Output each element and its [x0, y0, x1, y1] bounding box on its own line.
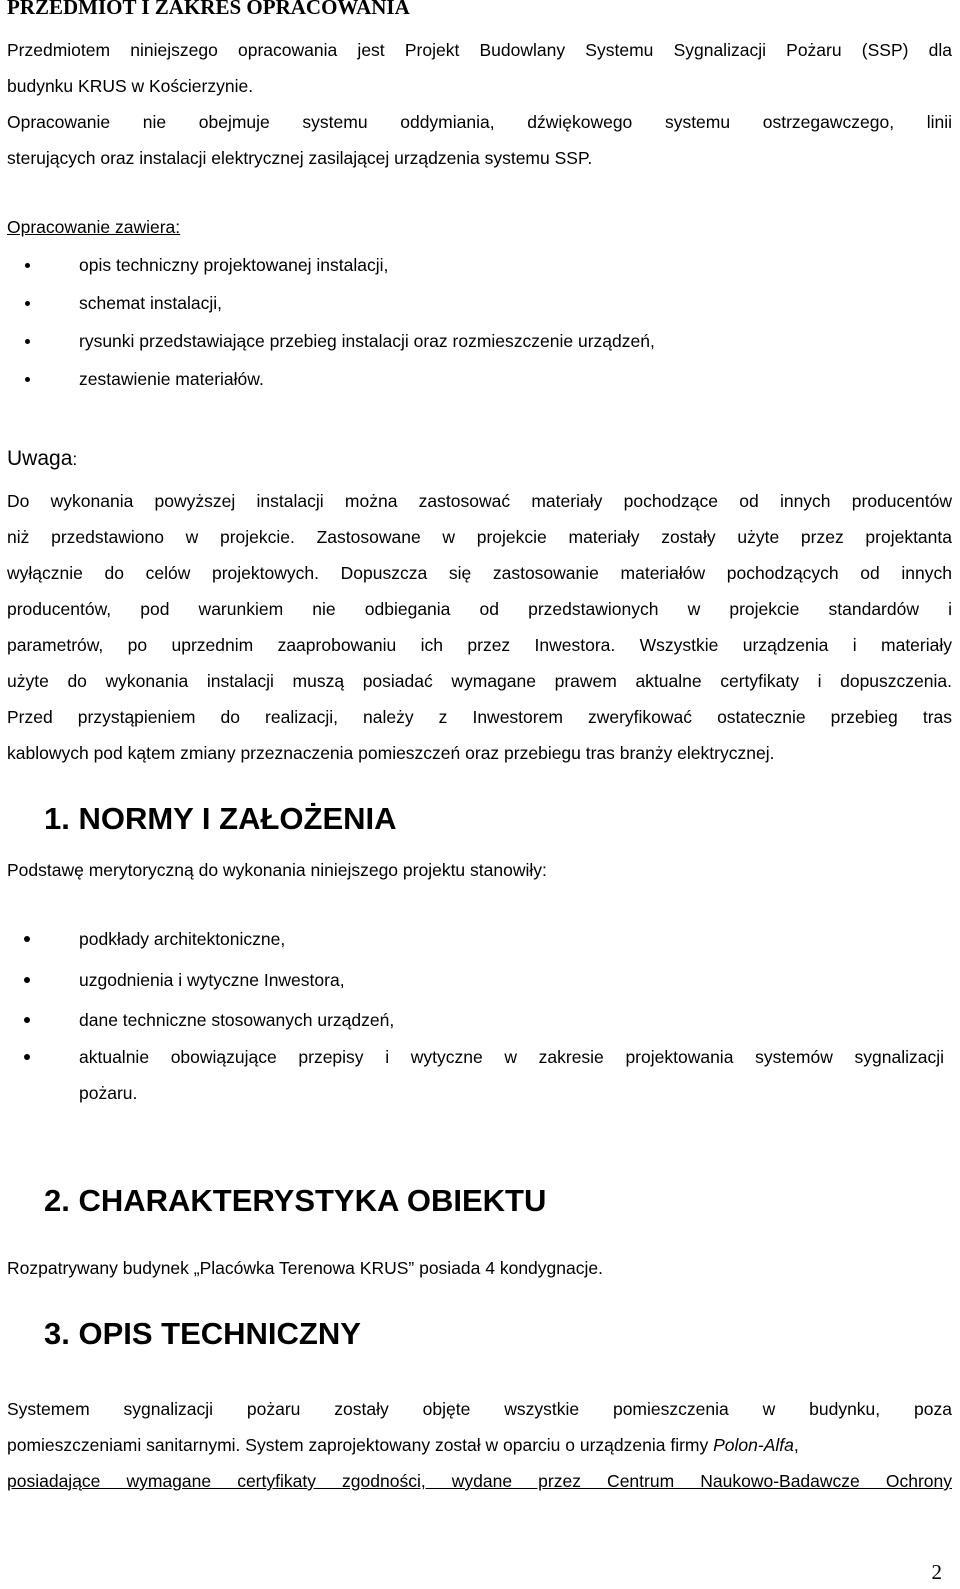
section-intro: Podstawę merytoryczną do wykonania niniejszego projektu stanowiły:	[7, 860, 547, 880]
section-line-punct: ,	[793, 1435, 799, 1455]
section-title: PRZEDMIOT I ZAKRES OPRACOWANIA	[7, 0, 410, 19]
intro-line: budynku KRUS w Kościerzynie.	[7, 76, 254, 96]
list-item-text: aktualnie obowiązujące przepisy i wytyczne w zakresie projektowania systemów sygnalizacji	[79, 1047, 944, 1067]
note-line: kablowych pod kątem zmiany przeznaczenia pomieszczeń oraz przebiegu tras branży elektrycznej.	[7, 743, 775, 763]
bullet-icon	[24, 1017, 30, 1023]
section-heading: 2. CHARAKTERYSTYKA OBIEKTU	[44, 1183, 547, 1218]
section-line: Systemem sygnalizacji pożaru zostały objęte wszystkie pomieszczenia w budynku, poza	[7, 1399, 952, 1419]
note-line: użyte do wykonania instalacji muszą posiadać wymagane prawem aktualne certyfikaty i dopuszczenia.	[7, 671, 952, 691]
bullet-icon	[25, 377, 30, 382]
section-heading: 3. OPIS TECHNICZNY	[44, 1316, 361, 1351]
list-item-continuation: pożaru.	[79, 1083, 138, 1103]
bullet-icon	[25, 339, 30, 344]
intro-line: sterujących oraz instalacji elektrycznej zasilającej urządzenia systemu SSP.	[7, 148, 593, 168]
intro-line: Opracowanie nie obejmuje systemu oddymiania, dźwiękowego systemu ostrzegawczego, linii	[7, 112, 952, 132]
page-number: 2	[931, 1560, 942, 1584]
list-item-text: schemat instalacji,	[79, 293, 222, 313]
bullet-icon	[24, 977, 30, 983]
section-line	[7, 1435, 952, 1456]
note-line: producentów, pod warunkiem nie odbiegania od przedstawionych w projekcie standardów i	[7, 599, 952, 619]
brand-name: Polon-Alfa	[713, 1435, 794, 1455]
section-line-text: pomieszczeniami sanitarnymi. System zaprojektowany został w oparciu o urządzenia firmy	[7, 1435, 714, 1455]
list-item-text: rysunki przedstawiające przebieg instalacji oraz rozmieszczenie urządzeń,	[79, 331, 655, 351]
bullet-icon	[24, 936, 30, 942]
note-colon: :	[72, 449, 78, 469]
note-heading	[7, 447, 77, 471]
bullet-icon	[25, 263, 30, 268]
section-heading: 1. NORMY I ZAŁOŻENIA	[44, 801, 397, 836]
note-label: Uwaga	[7, 447, 73, 470]
list-item-text: zestawienie materiałów.	[79, 369, 264, 389]
list-item-text: uzgodnienia i wytyczne Inwestora,	[79, 970, 345, 990]
list-item-text: podkłady architektoniczne,	[79, 929, 286, 949]
section-text: Rozpatrywany budynek „Placówka Terenowa KRUS” posiada 4 kondygnacje.	[7, 1258, 603, 1278]
bullet-icon	[25, 301, 30, 306]
note-line: Do wykonania powyższej instalacji można zastosować materiały pochodzące od innych producentów	[7, 491, 952, 511]
intro-line: Przedmiotem niniejszego opracowania jest Projekt Budowlany Systemu Sygnalizacji Pożaru (SSP) dla	[7, 40, 952, 60]
list-item-text: dane techniczne stosowanych urządzeń,	[79, 1010, 395, 1030]
note-line: Przed przystąpieniem do realizacji, należy z Inwestorem zweryfikować ostatecznie przebieg tras	[7, 707, 952, 727]
note-line: niż przedstawiono w projekcie. Zastosowane w projekcie materiały zostały użyte przez projektanta	[7, 527, 952, 547]
section-line: posiadające wymagane certyfikaty zgodności, wydane przez Centrum Naukowo-Badawcze Ochrony	[7, 1471, 952, 1491]
note-line: wyłącznie do celów projektowych. Dopuszcza się zastosowanie materiałów pochodzących od innych	[7, 563, 952, 583]
list-item-text: opis techniczny projektowanej instalacji,	[79, 255, 389, 275]
note-line: parametrów, po uprzednim zaaprobowaniu ich przez Inwestora. Wszystkie urządzenia i materiały	[7, 635, 952, 655]
contents-heading	[7, 217, 180, 238]
bullet-icon	[24, 1054, 30, 1060]
contents-heading-text: Opracowanie zawiera:	[7, 217, 181, 237]
